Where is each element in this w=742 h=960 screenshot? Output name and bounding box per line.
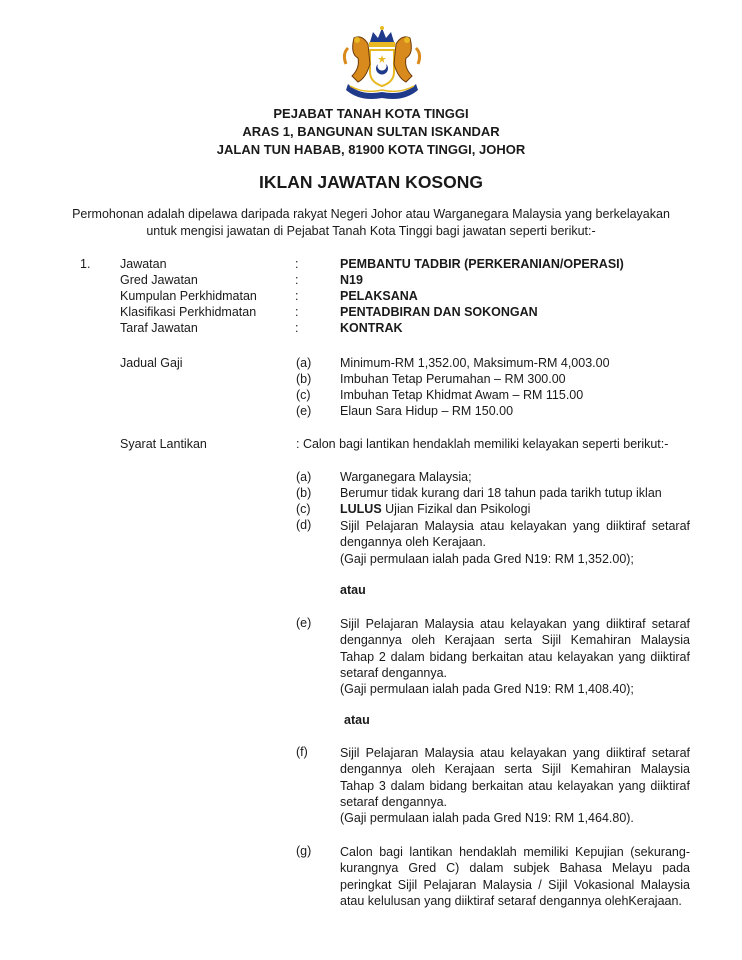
field-label: Jawatan bbox=[120, 257, 167, 271]
requirement-marker: (g) bbox=[296, 844, 312, 858]
intro-line-1: Permohonan adalah dipelawa daripada rakyat Negeri Johor atau Warganegara Malaysia yang berkelayakan bbox=[72, 207, 670, 221]
field-value: KONTRAK bbox=[340, 321, 403, 335]
office-address-line1: ARAS 1, BANGUNAN SULTAN ISKANDAR bbox=[242, 124, 500, 139]
field-label: Gred Jawatan bbox=[120, 273, 198, 287]
intro-paragraph bbox=[60, 206, 682, 240]
requirement-bold: LULUS bbox=[340, 502, 382, 516]
field-value: PENTADBIRAN DAN SOKONGAN bbox=[340, 305, 538, 319]
salary-item: Elaun Sara Hidup – RM 150.00 bbox=[340, 404, 514, 418]
or-separator: atau bbox=[344, 713, 370, 727]
or-separator: atau bbox=[340, 583, 366, 597]
salary-label: Jadual Gaji bbox=[120, 356, 183, 370]
requirement-salary-note: (Gaji permulaan ialah pada Gred N19: RM 1,464.80). bbox=[340, 811, 634, 826]
requirement-salary-note: (Gaji permulaan ialah pada Gred N19: RM 1,352.00); bbox=[340, 551, 634, 566]
salary-marker: (b) bbox=[296, 372, 312, 386]
item-number: 1. bbox=[80, 257, 91, 271]
office-address-line2: JALAN TUN HABAB, 81900 KOTA TINGGI, JOHOR bbox=[216, 142, 526, 157]
requirement-marker: (b) bbox=[296, 486, 312, 500]
requirement-item bbox=[340, 518, 690, 567]
page-title: IKLAN JAWATAN KOSONG bbox=[259, 172, 483, 192]
requirement-marker: (e) bbox=[296, 616, 312, 630]
field-separator: : bbox=[295, 289, 299, 303]
requirement-item bbox=[340, 844, 690, 909]
field-value: PEMBANTU TADBIR (PERKERANIAN/OPERASI) bbox=[340, 257, 624, 271]
field-value: PELAKSANA bbox=[340, 289, 418, 303]
salary-marker: (a) bbox=[296, 356, 312, 370]
intro-line-2: untuk mengisi jawatan di Pejabat Tanah Kota Tinggi bagi jawatan seperti berikut:- bbox=[146, 224, 596, 238]
requirement-item: Warganegara Malaysia; bbox=[340, 470, 472, 484]
salary-item: Imbuhan Tetap Perumahan – RM 300.00 bbox=[340, 372, 566, 386]
requirement-item bbox=[340, 502, 530, 516]
requirement-text: Ujian Fizikal dan Psikologi bbox=[381, 502, 531, 516]
salary-item: Imbuhan Tetap Khidmat Awam – RM 115.00 bbox=[340, 388, 584, 402]
office-name: PEJABAT TANAH KOTA TINGGI bbox=[273, 106, 469, 121]
requirements-label: Syarat Lantikan bbox=[120, 437, 207, 451]
salary-marker: (c) bbox=[296, 388, 311, 402]
requirement-text: Sijil Pelajaran Malaysia atau kelayakan yang diiktiraf setaraf dengannya oleh Kerajaan serta Sijil Kemahiran Malaysia Tahap 3 dalam bidang berkaitan atau kelayakan yang diiktiraf setaraf dengannya. bbox=[340, 746, 690, 809]
requirement-marker: (d) bbox=[296, 518, 312, 532]
field-value: N19 bbox=[340, 273, 363, 287]
field-label: Taraf Jawatan bbox=[120, 321, 198, 335]
requirement-item: Berumur tidak kurang dari 18 tahun pada tarikh tutup iklan bbox=[340, 486, 662, 500]
requirement-text: Calon bagi lantikan hendaklah memiliki Kepujian (sekurang-kurangnya Gred C) dalam subjek Bahasa Melayu pada peringkat Sijil Pelajaran Malaysia / Sijil Vokasional Malaysia atau kelulusan yang diiktiraf setaraf dengannya olehKerajaan. bbox=[340, 845, 690, 908]
requirements-intro: : Calon bagi lantikan hendaklah memiliki kelayakan seperti berikut:- bbox=[296, 437, 669, 451]
salary-marker: (e) bbox=[296, 404, 312, 418]
requirement-item bbox=[340, 745, 690, 826]
field-separator: : bbox=[295, 321, 299, 335]
requirement-marker: (f) bbox=[296, 745, 308, 759]
requirement-marker: (c) bbox=[296, 502, 311, 516]
requirement-text: Sijil Pelajaran Malaysia atau kelayakan yang diiktiraf setaraf dengannya oleh Kerajaan serta Sijil Kemahiran Malaysia Tahap 2 dalam bidang berkaitan atau kelayakan yang diiktiraf setaraf dengannya. bbox=[340, 617, 690, 680]
requirement-item bbox=[340, 616, 690, 697]
field-separator: : bbox=[295, 305, 299, 319]
field-separator: : bbox=[295, 273, 299, 287]
salary-item: Minimum-RM 1,352.00, Maksimum-RM 4,003.00 bbox=[340, 356, 610, 370]
field-label: Klasifikasi Perkhidmatan bbox=[120, 305, 257, 319]
requirement-text: Sijil Pelajaran Malaysia atau kelayakan yang diiktiraf setaraf dengannya oleh Kerajaan. bbox=[340, 519, 690, 550]
johor-crest-icon bbox=[340, 24, 424, 100]
requirement-salary-note: (Gaji permulaan ialah pada Gred N19: RM 1,408.40); bbox=[340, 682, 634, 697]
requirement-marker: (a) bbox=[296, 470, 312, 484]
field-separator: : bbox=[295, 257, 299, 271]
field-label: Kumpulan Perkhidmatan bbox=[120, 289, 257, 303]
